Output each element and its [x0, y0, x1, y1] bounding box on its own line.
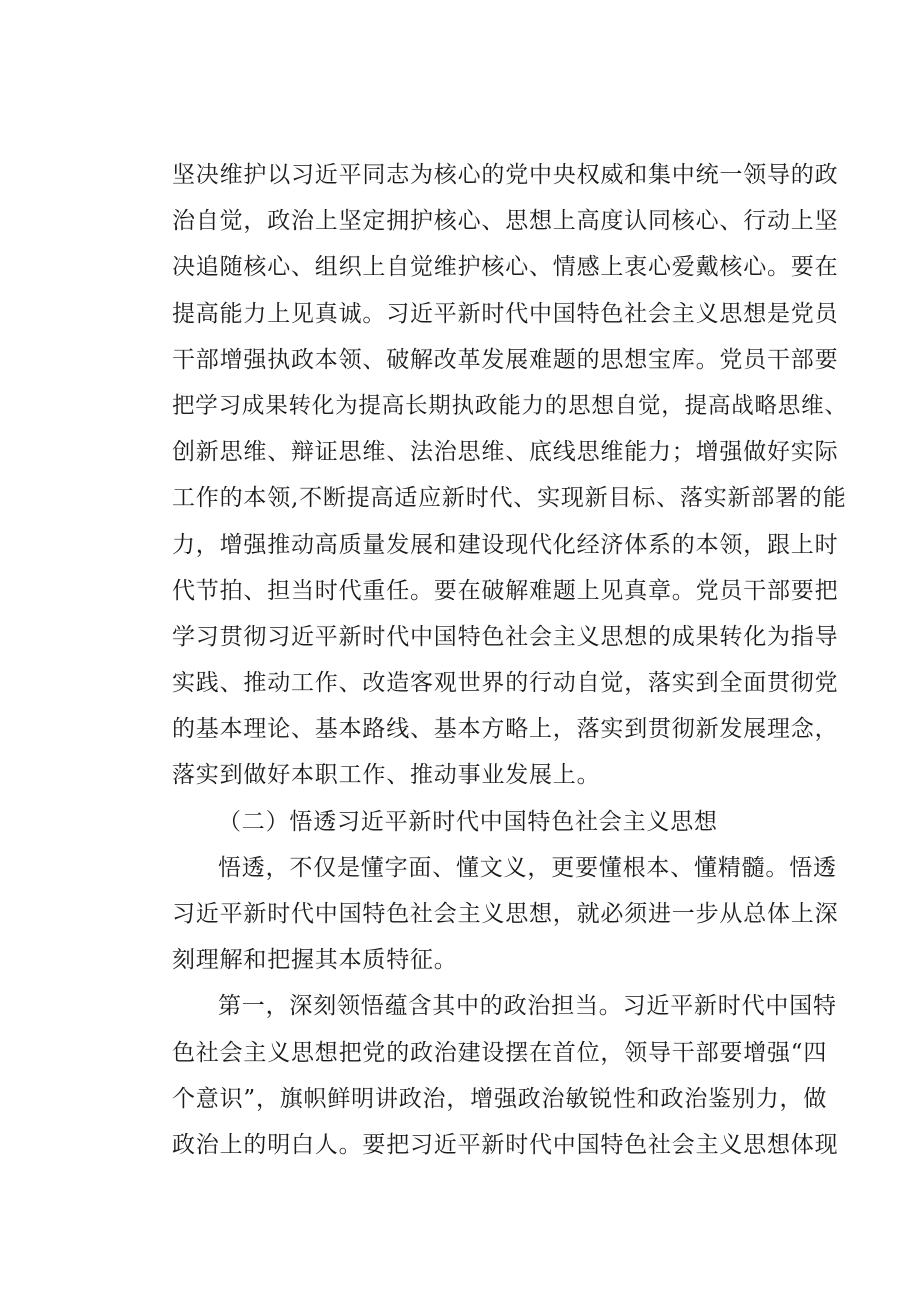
text-line: 创新思维、辩证思维、法治思维、底线思维能力；增强做好实际: [172, 439, 839, 466]
paragraph: [172, 983, 837, 1168]
text-line: 把学习成果转化为提高长期执政能力的思想自觉，提高战略思维、: [172, 392, 848, 419]
text-line: 的基本理论、基本路线、基本方略上，落实到贯彻新发展理念，: [172, 716, 839, 743]
text-line: 代节拍、担当时代重任。要在破解难题上见真章。党员干部要把: [172, 577, 839, 604]
text-line: 学习贯彻习近平新时代中国特色社会主义思想的成果转化为指导: [172, 623, 839, 650]
document-body: [172, 152, 848, 1168]
text-line: 工作的本领,不断提高适应新时代、实现新目标、落实新部署的能: [172, 485, 847, 512]
text-line: 干部增强执政本领、破解改革发展难题的思想宝库。党员干部要: [172, 346, 839, 373]
text-line: 习近平新时代中国特色社会主义思想，就必须进一步从总体上深: [172, 901, 839, 927]
text-line: 色社会主义思想把党的政治建设摆在首位，领导干部要增强“四: [172, 1039, 828, 1066]
paragraph-continuation: [172, 152, 848, 799]
text-line: 提高能力上见真诚。习近平新时代中国特色社会主义思想是党员: [172, 300, 839, 327]
text-line: 个意识”，旗帜鲜明讲政治，增强政治敏锐性和政治鉴别力，做: [172, 1085, 828, 1112]
heading-line: （二）悟透习近平新时代中国特色社会主义思想: [218, 808, 718, 835]
text-line: 实践、推动工作、改造客观世界的行动自觉，落实到全面贯彻党: [172, 670, 839, 697]
section-heading: [172, 799, 837, 845]
text-line: 刻理解和把握其本质特征。: [172, 947, 458, 974]
text-line: 落实到做好本职工作、推动事业发展上。: [172, 762, 601, 789]
text-line: 坚决维护以习近平同志为核心的党中央权威和集中统一领导的政: [172, 162, 839, 188]
text-line: 悟透，不仅是懂字面、懂文义，更要懂根本、懂精髓。悟透: [218, 854, 837, 881]
text-line: 治自觉，政治上坚定拥护核心、思想上高度认同核心、行动上坚: [172, 208, 839, 235]
paragraph: [172, 845, 837, 984]
text-line: 第一，深刻领悟蕴含其中的政治担当。习近平新时代中国特: [218, 993, 837, 1020]
text-line: 决追随核心、组织上自觉维护核心、情感上衷心爱戴核心。要在: [172, 254, 839, 281]
text-line: 力，增强推动高质量发展和建设现代化经济体系的本领，跟上时: [172, 531, 839, 558]
text-line: 政治上的明白人。要把习近平新时代中国特色社会主义思想体现: [172, 1131, 839, 1158]
